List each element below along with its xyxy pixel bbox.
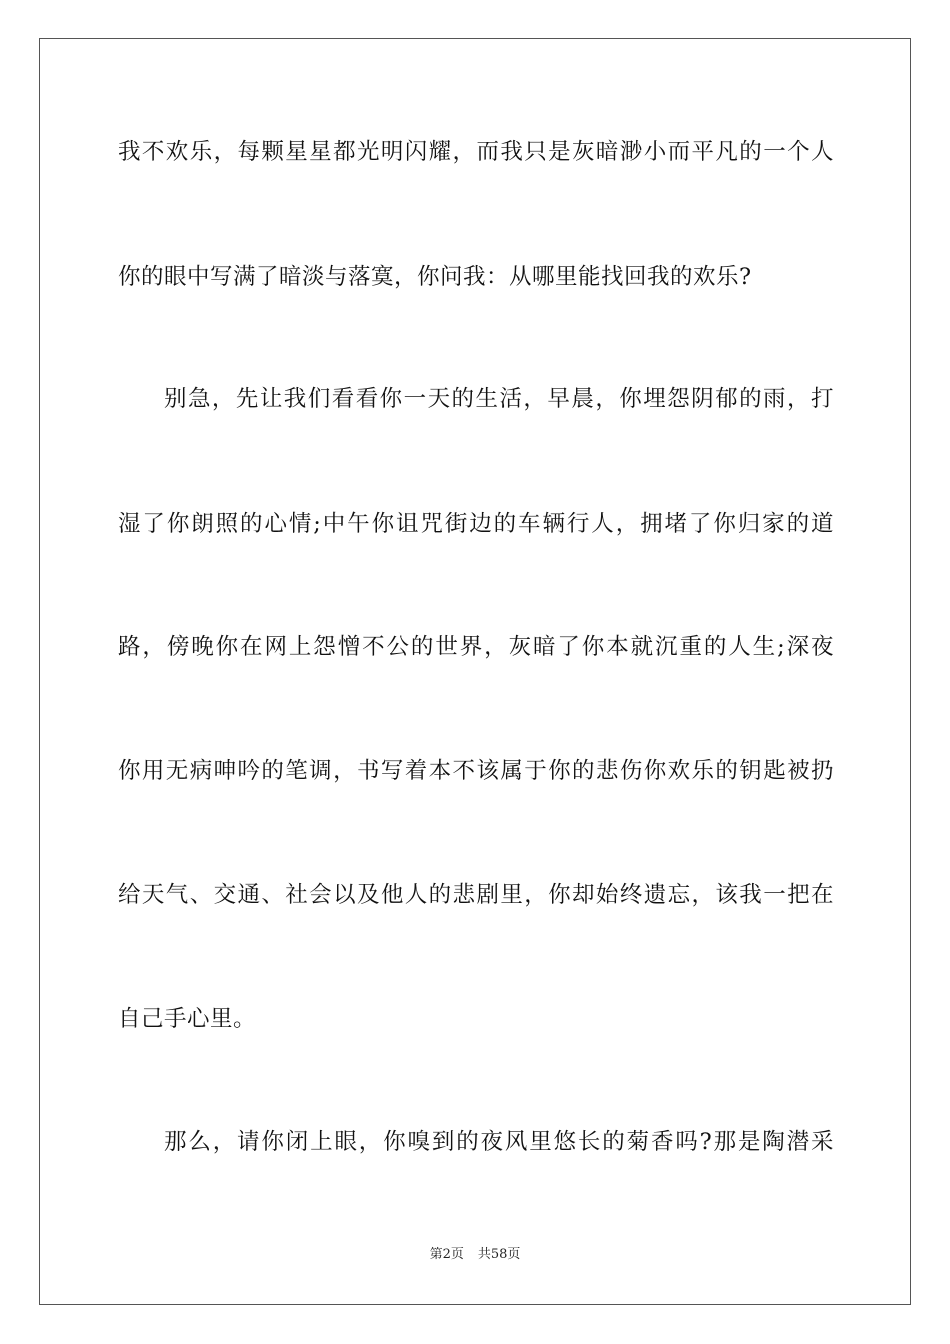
page-frame (39, 38, 911, 1305)
page-total: 共58页 (477, 1247, 521, 1262)
text-line-3: 别急，先让我们看看你一天的生活，早晨，你埋怨阴郁的雨，打 (164, 386, 834, 412)
page-footer (0, 1246, 950, 1264)
text-line-2: 你的眼中写满了暗淡与落寞，你问我：从哪里能找回我的欢乐? (118, 264, 752, 290)
text-line-8: 自己手心里。 (118, 1006, 257, 1032)
page-number: 第2页 (429, 1247, 464, 1262)
text-line-1: 我不欢乐，每颗星星都光明闪耀，而我只是灰暗渺小而平凡的一个人 (118, 139, 834, 165)
text-line-9: 那么，请你闭上眼，你嗅到的夜风里悠长的菊香吗?那是陶潜采 (164, 1129, 834, 1155)
text-line-4: 湿了你朗照的心情;中午你诅咒街边的车辆行人，拥堵了你归家的道 (118, 511, 834, 537)
text-line-5: 路，傍晚你在网上怨憎不公的世界，灰暗了你本就沉重的人生;深夜 (118, 634, 834, 660)
text-line-7: 给天气、交通、社会以及他人的悲剧里，你却始终遗忘，该我一把在 (118, 882, 834, 908)
text-line-6: 你用无病呻吟的笔调，书写着本不该属于你的悲伤你欢乐的钥匙被扔 (118, 758, 834, 784)
